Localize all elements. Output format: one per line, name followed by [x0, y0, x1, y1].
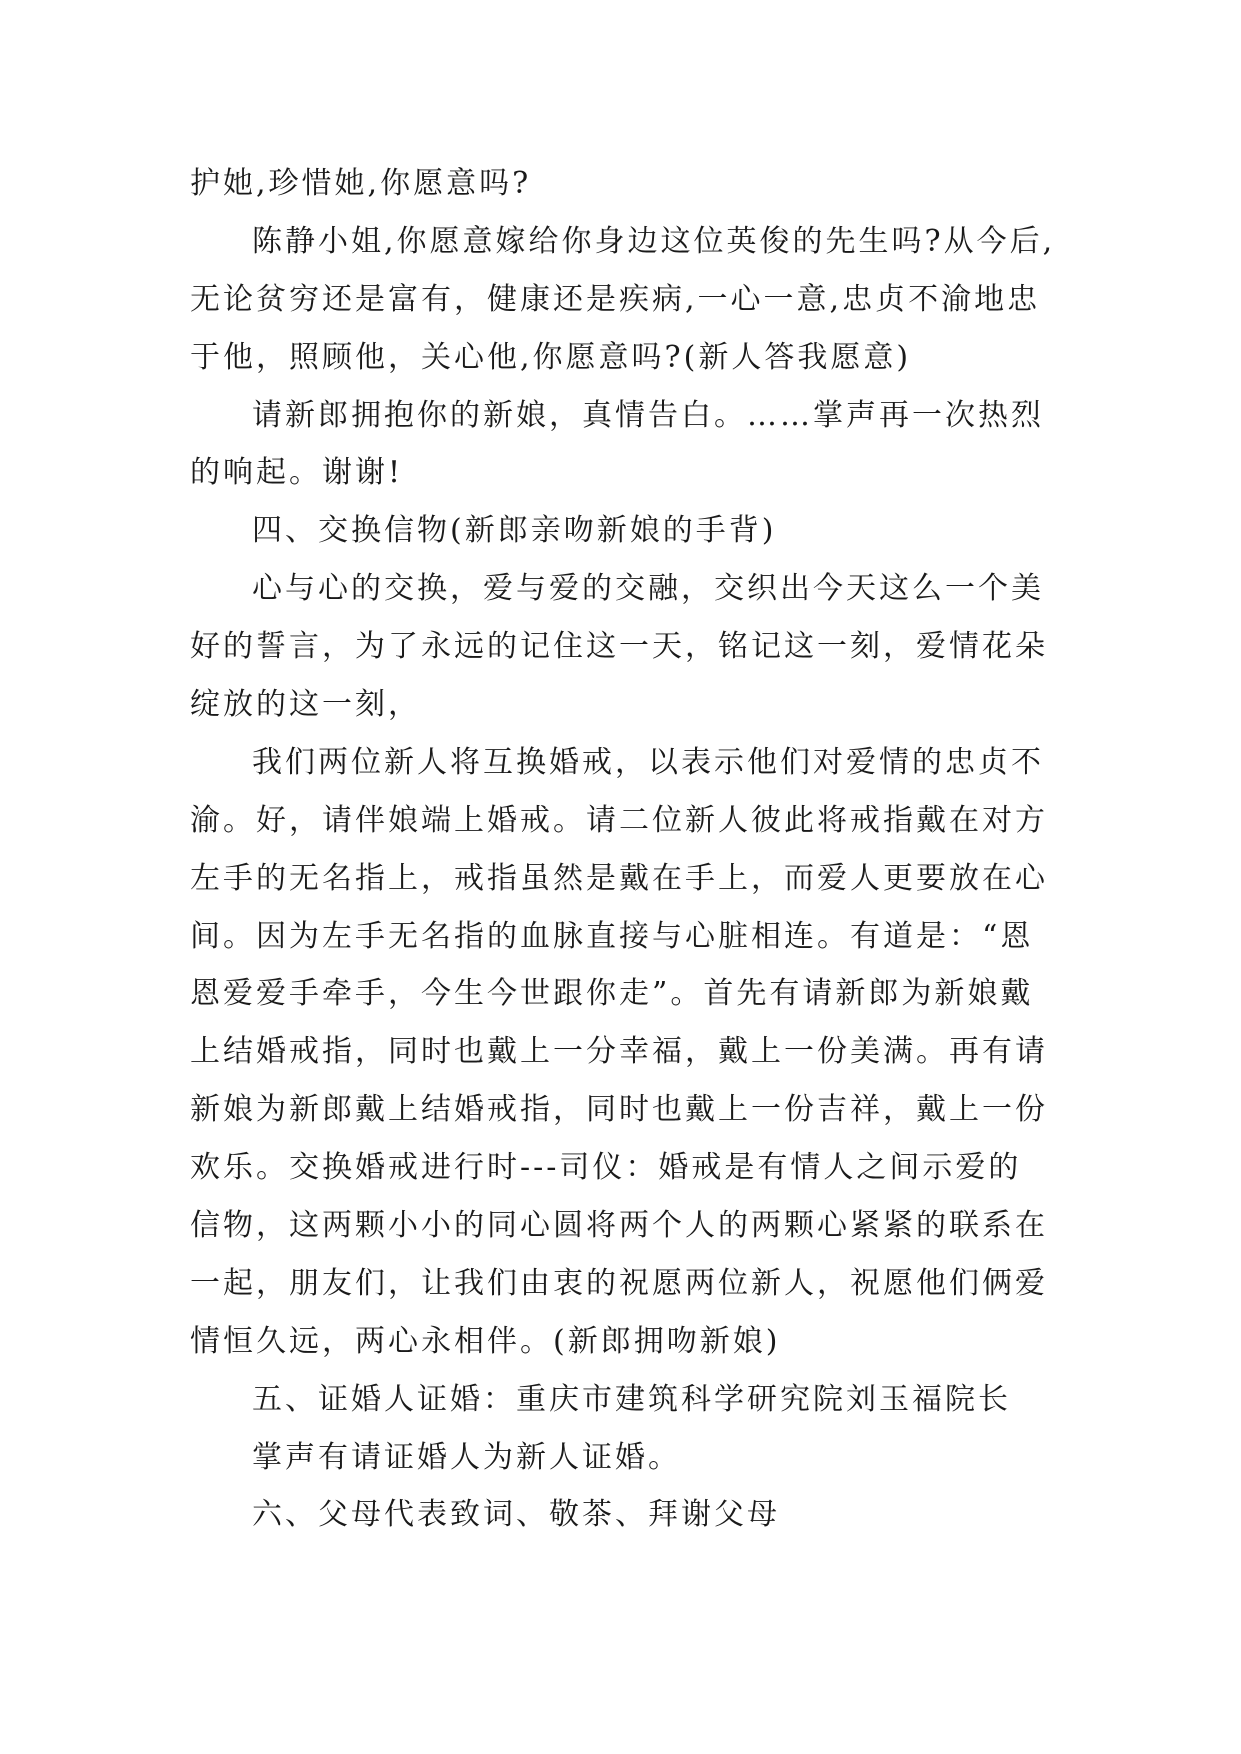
text-line: 欢乐。交换婚戒进行时---司仪：婚戒是有情人之间示爱的	[190, 1150, 1022, 1186]
body-text	[190, 155, 1056, 1544]
text-line: 间。因为左手无名指的血脉直接与心脏相连。有道是：“恩	[190, 918, 1034, 954]
text-line: 左手的无名指上，戒指虽然是戴在手上，而爱人更要放在心	[190, 860, 1048, 896]
text-line: 护她,珍惜她,你愿意吗?	[190, 166, 532, 201]
text-line: 请新郎拥抱你的新娘，真情告白。……掌声再一次热烈	[252, 397, 1044, 433]
text-line: 五、证婚人证婚：重庆市建筑科学研究院刘玉福院长	[252, 1381, 1011, 1417]
text-line: 我们两位新人将互换婚戒，以表示他们对爱情的忠贞不	[252, 744, 1044, 780]
text-line: 于他，照顾他，关心他,你愿意吗?(新人答我愿意)	[190, 339, 912, 375]
text-line: 心与心的交换，爱与爱的交融，交织出今天这么一个美	[252, 571, 1044, 607]
text-line: 恩爱爱手牵手，今生今世跟你走”。首先有请新郎为新娘戴	[190, 976, 1034, 1012]
text-line: 新娘为新郎戴上结婚戒指，同时也戴上一份吉祥，戴上一份	[190, 1092, 1048, 1128]
text-line: 好的誓言，为了永远的记住这一天，铭记这一刻，爱情花朵	[190, 629, 1048, 665]
text-line: 陈静小姐,你愿意嫁给你身边这位英俊的先生吗?从今后,	[252, 223, 1056, 259]
text-line: 一起，朋友们，让我们由衷的祝愿两位新人，祝愿他们俩爱	[190, 1265, 1048, 1301]
text-line: 六、父母代表致词、敬茶、拜谢父母	[252, 1497, 780, 1533]
text-line: 信物，这两颗小小的同心圆将两个人的两颗心紧紧的联系在	[190, 1208, 1048, 1244]
text-line: 情恒久远，两心永相伴。(新郎拥吻新娘)	[190, 1323, 781, 1359]
text-line: 渝。好，请伴娘端上婚戒。请二位新人彼此将戒指戴在对方	[190, 802, 1048, 838]
text-line: 的响起。谢谢!	[190, 455, 404, 491]
text-line: 上结婚戒指，同时也戴上一分幸福，戴上一份美满。再有请	[190, 1034, 1048, 1070]
text-line: 四、交换信物(新郎亲吻新娘的手背)	[252, 513, 777, 549]
text-line: 无论贫穷还是富有，健康还是疾病,一心一意,忠贞不渝地忠	[190, 281, 1041, 317]
text-line: 绽放的这一刻，	[190, 687, 421, 723]
text-line: 掌声有请证婚人为新人证婚。	[252, 1439, 681, 1475]
